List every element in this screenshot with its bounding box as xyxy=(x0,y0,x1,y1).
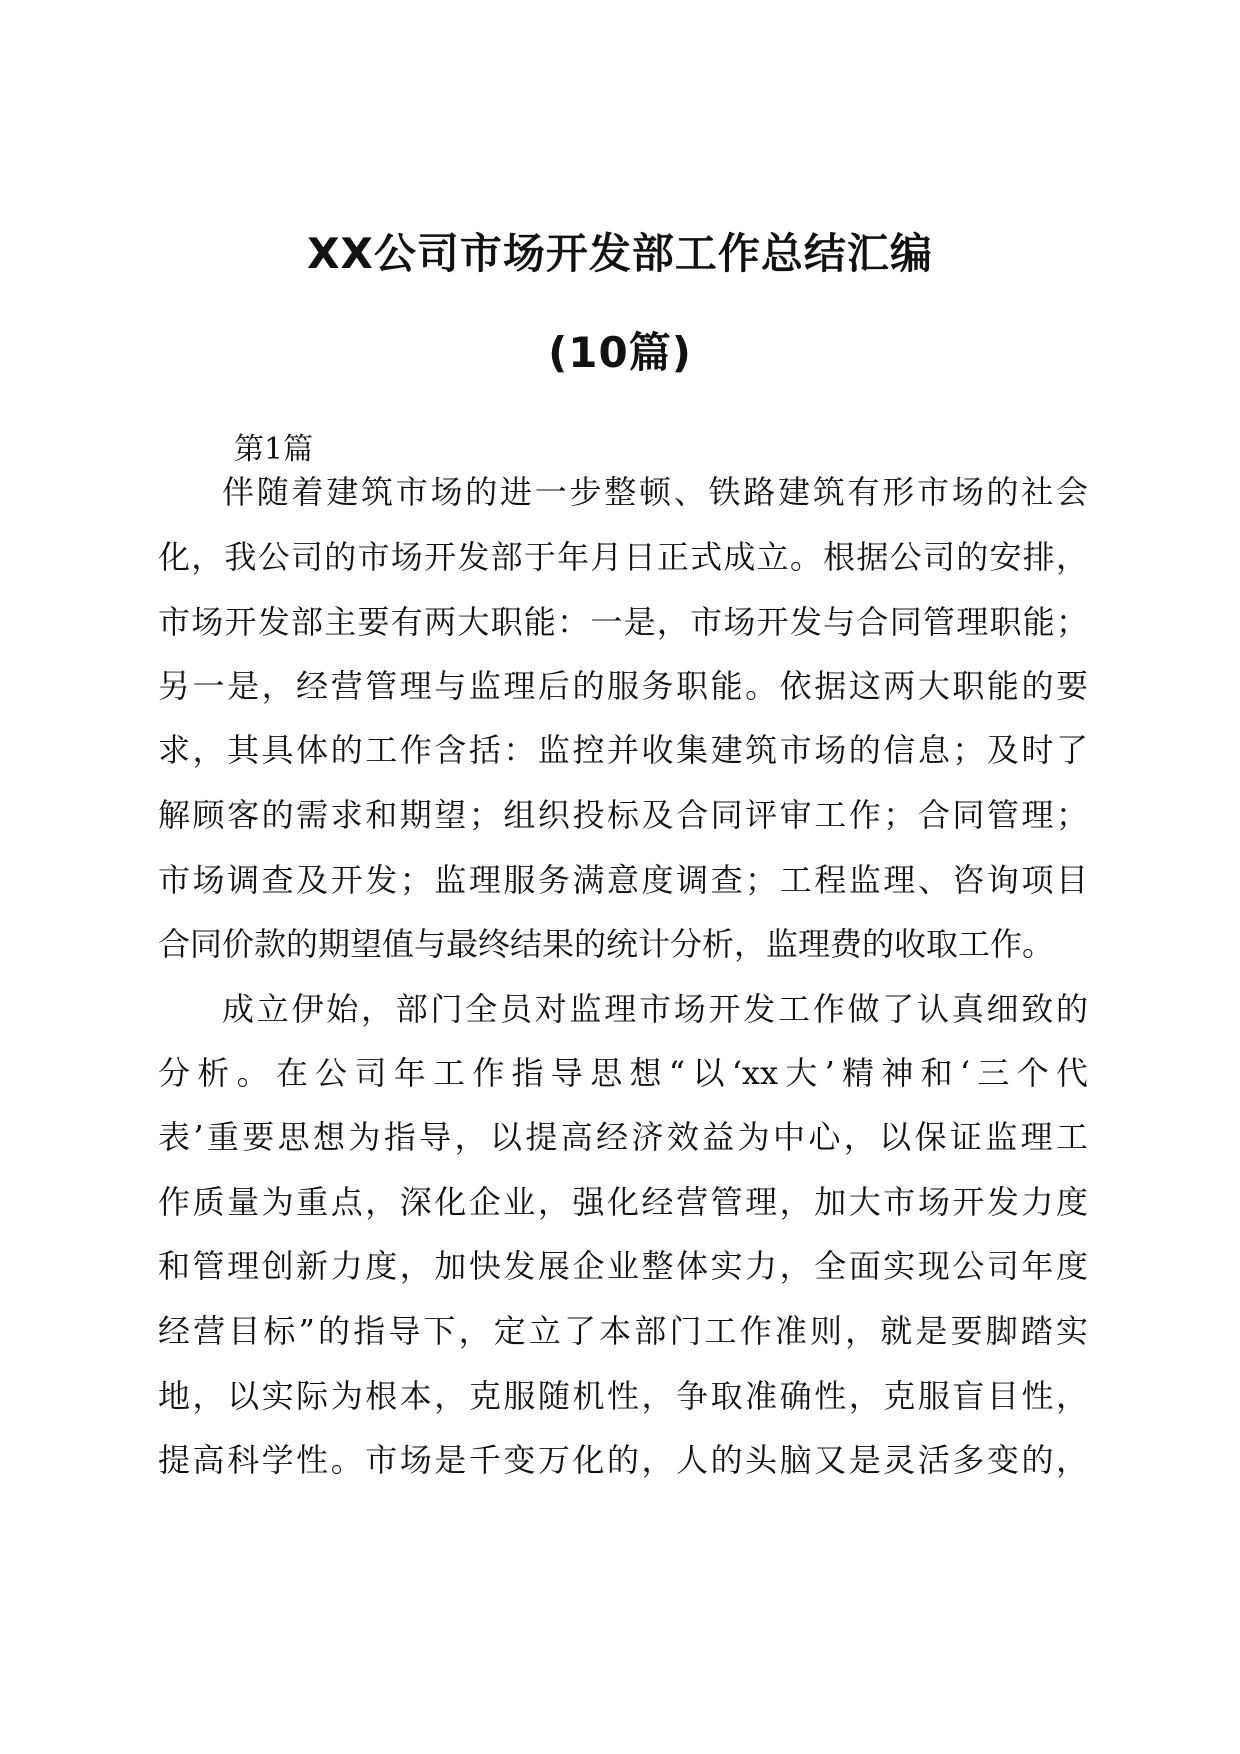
paragraph-2-line-6: 经营目标”的指导下，定立了本部门工作准则，就是要脚踏实 xyxy=(158,1312,1088,1350)
paragraph-1-line-1: 伴随着建筑市场的进一步整顿、铁路建筑有形市场的社会 xyxy=(222,473,1088,511)
paragraph-1-line-6: 解顾客的需求和期望；组织投标及合同评审工作；合同管理； xyxy=(158,796,1088,834)
paragraph-2-line-5: 和管理创新力度，加快发展企业整体实力，全面实现公司年度 xyxy=(158,1247,1088,1285)
paragraph-2-line-1: 成立伊始，部门全员对监理市场开发工作做了认真细致的 xyxy=(222,990,1088,1028)
paragraph-2-line-3: 表’重要思想为指导，以提高经济效益为中心，以保证监理工 xyxy=(158,1118,1088,1156)
paragraph-1-line-7: 市场调查及开发；监理服务满意度调查；工程监理、咨询项目 xyxy=(158,861,1088,899)
paragraph-1-line-4: 另一是，经营管理与监理后的服务职能。依据这两大职能的要 xyxy=(158,667,1088,705)
section-label: 第1篇 xyxy=(234,432,314,467)
paragraph-1-line-5: 求，其具体的工作含括：监控并收集建筑市场的信息；及时了 xyxy=(158,731,1088,769)
paragraph-2-line-7: 地，以实际为根本，克服随机性，争取准确性，克服盲目性， xyxy=(158,1377,1088,1415)
paragraph-1-line-8: 合同价款的期望值与最终结果的统计分析，监理费的收取工作。 xyxy=(158,925,1055,963)
paragraph-2-line-4: 作质量为重点，深化企业，强化经营管理，加大市场开发力度 xyxy=(158,1183,1088,1221)
paragraph-2-line-8: 提高科学性。市场是千变万化的，人的头脑又是灵活多变的， xyxy=(158,1441,1088,1479)
document-title: XX公司市场开发部工作总结汇编 xyxy=(307,229,933,278)
paragraph-1-line-3: 市场开发部主要有两大职能：一是，市场开发与合同管理职能； xyxy=(158,603,1088,641)
paragraph-2-line-2: 分析。在公司年工作指导思想“以‘xx大’精神和‘三个代 xyxy=(158,1054,1088,1092)
paragraph-1-line-2: 化，我公司的市场开发部于年月日正式成立。根据公司的安排， xyxy=(158,538,1088,576)
document-subtitle: (10篇) xyxy=(548,328,692,377)
